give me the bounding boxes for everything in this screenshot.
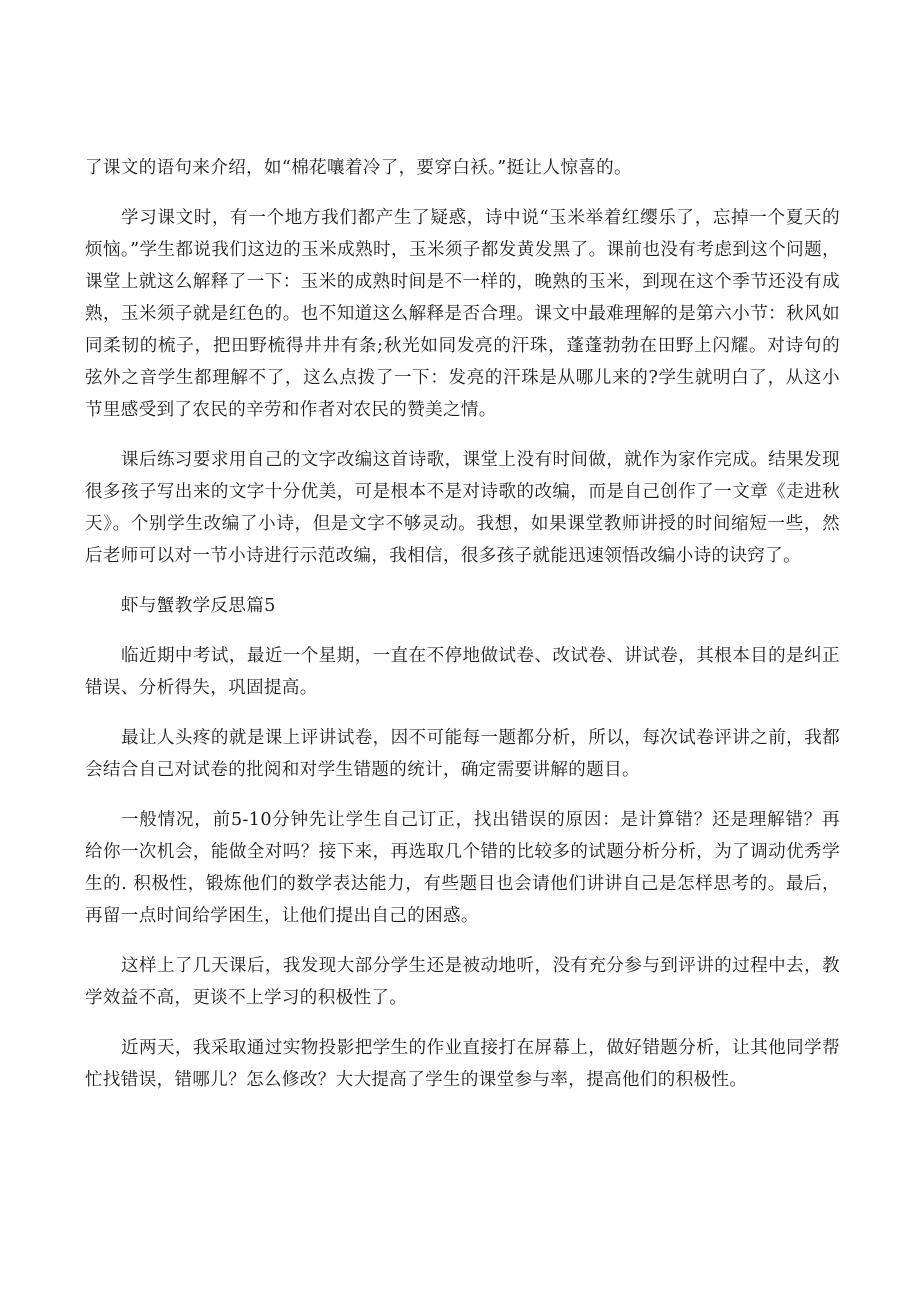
paragraph-midterm: 临近期中考试，最近一个星期，一直在不停地做试卷、改试卷、讲试卷，其根本目的是纠正错误、分析得失，巩固提高。: [85, 646, 840, 698]
paragraph-corn-question: 学习课文时，有一个地方我们都产生了疑惑，诗中说“玉米举着红缨乐了，忘掉一个夏天的烦恼。”学生都说我们这边的玉米成熟时，玉米须子都发黄发黑了。课前也没有考虑到这个问题，课堂上就这么解释了一下：玉米的成熟时间是不一样的，晚熟的玉米，到现在这个季节还没有成熟，玉米须子就是红色的。也不知道这么解释是否合理。课文中最难理解的是第六小节：秋风如同柔韧的梳子，把田野梳得井井有条;秋光如同发亮的汗珠，蓬蓬勃勃在田野上闪耀。对诗句的弦外之音学生都理解不了，这么点拨了一下：发亮的汗珠是从哪儿来的?学生就明白了，从这小节里感受到了农民的辛劳和作者对农民的赞美之情。: [85, 208, 840, 420]
paragraph-projection: 近两天，我采取通过实物投影把学生的作业直接打在屏幕上，做好错题分析，让其他同学帮忙找错误，错哪儿？怎么修改？大大提高了学生的课堂参与率，提高他们的积极性。: [85, 1038, 840, 1090]
paragraph-general-process: 一般情况，前5-10分钟先让学生自己订正，找出错误的原因：是计算错？还是理解错？再给你一次机会，能做全对吗？接下来，再选取几个错的比较多的试题分析分析，为了调动优秀学生的. 积极性，锻炼他们的数学表达能力，有些题目也会请他们讲讲自己是怎样思考的。最后，再留一点时间给学困生，让他们提出自己的困惑。: [85, 810, 840, 926]
document-page: [85, 152, 840, 1114]
paragraph-passive-learning: 这样上了几天课后，我发现大部分学生还是被动地听，没有充分参与到评讲的过程中去，教学效益不高，更谈不上学习的积极性了。: [85, 956, 840, 1008]
paragraph-continuation: 了课文的语句来介绍，如“棉花嚷着冷了，要穿白袄。”挺让人惊喜的。: [85, 158, 632, 178]
paragraph-review-tests: 最让人头疼的就是课上评讲试卷，因不可能每一题都分析，所以，每次试卷评讲之前，我都会结合自己对试卷的批阅和对学生错题的统计，确定需要讲解的题目。: [85, 728, 840, 780]
section-heading: 虾与蟹教学反思篇5: [121, 596, 276, 616]
paragraph-homework-rewrite: 课后练习要求用自己的文字改编这首诗歌，课堂上没有时间做，就作为家作完成。结果发现很多孩子写出来的文字十分优美，可是根本不是对诗歌的改编，而是自己创作了一文章《走进秋天》。个别学生改编了小诗，但是文字不够灵动。我想，如果课堂教师讲授的时间缩短一些，然后老师可以对一节小诗进行示范改编，我相信，很多孩子就能迅速领悟改编小诗的诀窍了。: [85, 450, 840, 566]
